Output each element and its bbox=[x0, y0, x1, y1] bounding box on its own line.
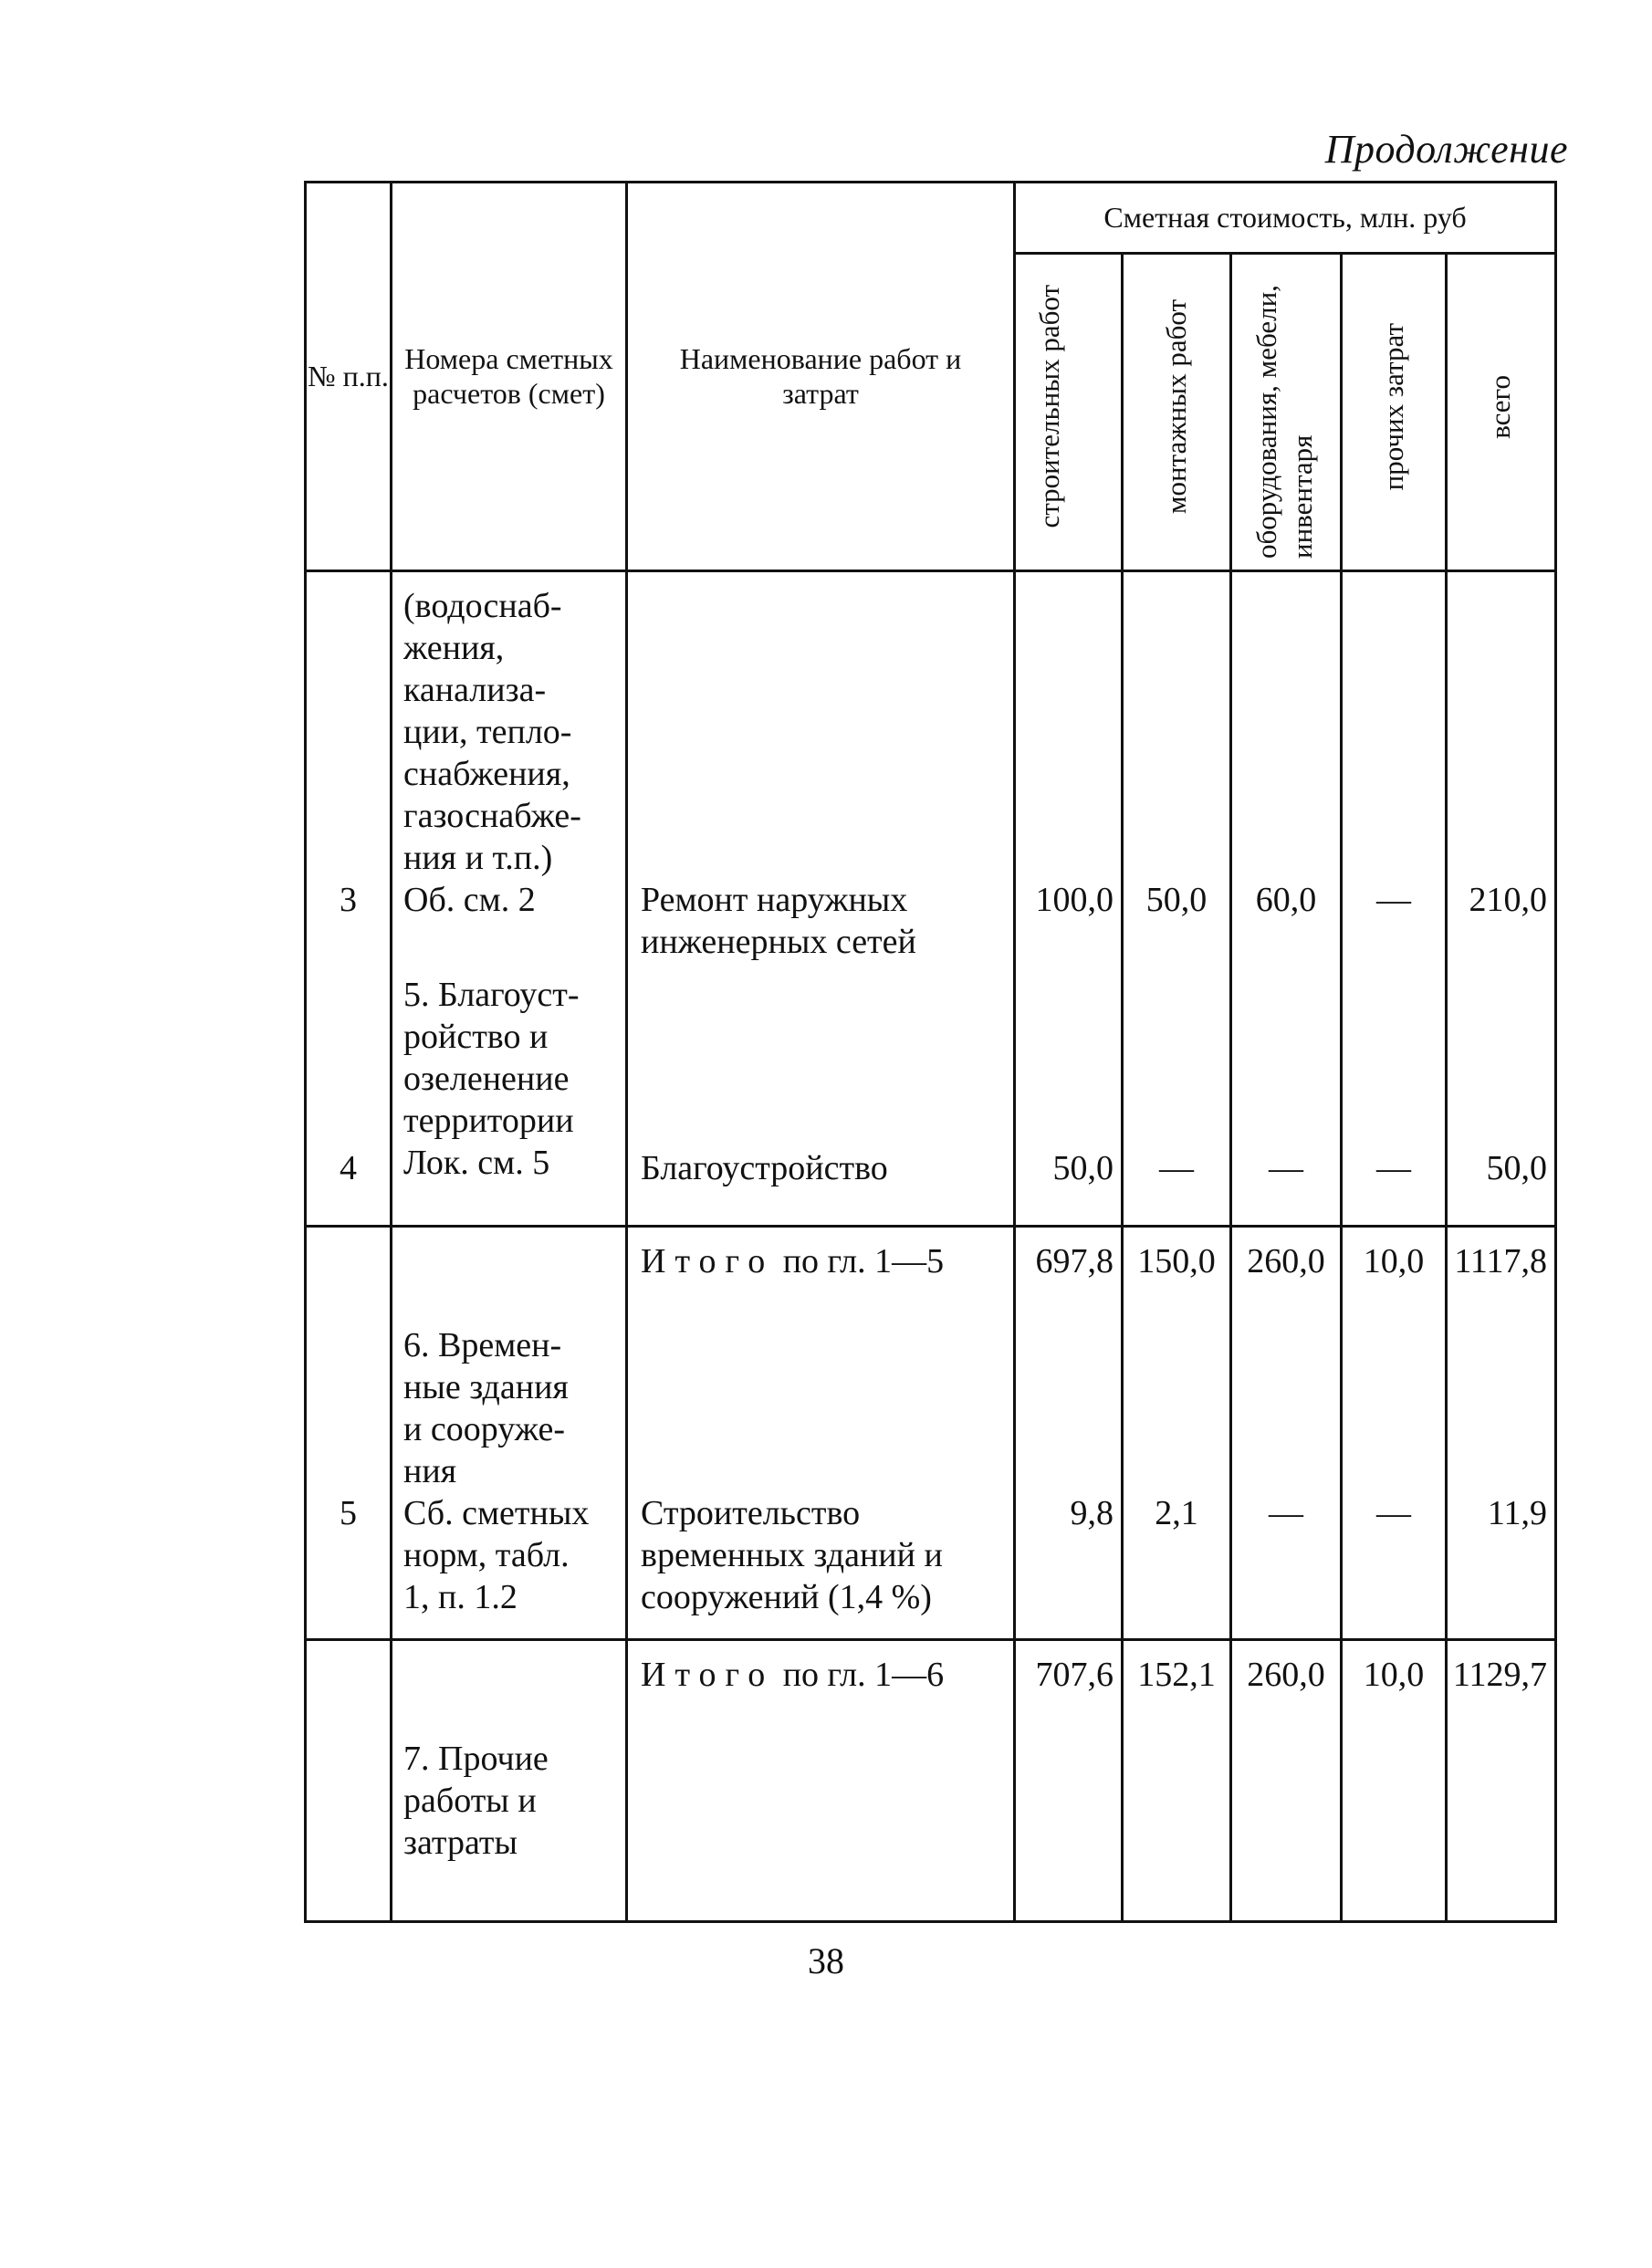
other-cell bbox=[1342, 1639, 1447, 1921]
equipment-cell bbox=[1231, 570, 1342, 1226]
value: 11,9 bbox=[1487, 1493, 1548, 1532]
row-no: 3 bbox=[340, 880, 357, 919]
value: 50,0 bbox=[1486, 1148, 1548, 1187]
subtotal-value: 10,0 bbox=[1363, 1655, 1425, 1694]
section-text: жения, bbox=[403, 628, 505, 667]
value: 100,0 bbox=[1035, 880, 1114, 919]
work-name: Благоустройство bbox=[641, 1148, 888, 1187]
header-equipment: оборудования, мебели, инвентаря bbox=[1231, 254, 1342, 571]
row-no: 5 bbox=[340, 1493, 357, 1532]
table-row bbox=[306, 1226, 1556, 1639]
subtotal-value: 697,8 bbox=[1035, 1241, 1114, 1280]
section-text: 5. Благоуст- bbox=[403, 975, 580, 1014]
section-text: канализа- bbox=[403, 670, 547, 709]
header-no: № п.п. bbox=[306, 183, 392, 571]
subtotal-value: 152,1 bbox=[1137, 1655, 1216, 1694]
value: 60,0 bbox=[1255, 880, 1317, 919]
value: 50,0 bbox=[1145, 880, 1208, 919]
header-estimate-numbers: Номера сметных расчетов (смет) bbox=[392, 183, 627, 571]
work-name: инженерных сетей bbox=[641, 922, 916, 961]
construction-cell bbox=[1015, 570, 1123, 1226]
other-cell bbox=[1342, 1226, 1447, 1639]
estimate-number: Сб. сметных bbox=[403, 1493, 590, 1532]
total-cell bbox=[1447, 1639, 1556, 1921]
section-text: снабжения, bbox=[403, 754, 570, 793]
subtotal-label: Итого по гл. 1—6 bbox=[641, 1655, 945, 1694]
section-text: работы и bbox=[403, 1781, 537, 1820]
section-text: территории bbox=[403, 1101, 574, 1140]
section-text: затраты bbox=[403, 1823, 518, 1862]
section-text: ные здания bbox=[403, 1367, 569, 1406]
estimate-cell bbox=[392, 1639, 627, 1921]
section-text: газоснабже- bbox=[403, 796, 581, 835]
work-name-cell bbox=[627, 1639, 1015, 1921]
value: 210,0 bbox=[1469, 880, 1548, 919]
subtotal-label: Итого по гл. 1—5 bbox=[641, 1241, 945, 1280]
subtotal-value: 260,0 bbox=[1247, 1655, 1325, 1694]
estimate-number: Лок. см. 5 bbox=[403, 1143, 550, 1182]
other-cell bbox=[1342, 570, 1447, 1226]
estimate-cell bbox=[392, 1226, 627, 1639]
subtotal-value: 260,0 bbox=[1247, 1241, 1325, 1280]
estimate-number: 1, п. 1.2 bbox=[403, 1577, 518, 1616]
row-no-cell bbox=[306, 1639, 392, 1921]
section-text: ния bbox=[403, 1451, 457, 1490]
value: 9,8 bbox=[1070, 1493, 1114, 1532]
section-text: ния и т.п.) bbox=[403, 838, 553, 877]
row-no: 4 bbox=[340, 1148, 357, 1187]
subtotal-value: 1117,8 bbox=[1454, 1241, 1548, 1280]
value: — bbox=[1269, 1493, 1303, 1532]
subtotal-value: 707,6 bbox=[1035, 1655, 1114, 1694]
installation-cell bbox=[1123, 1226, 1231, 1639]
value: — bbox=[1376, 1148, 1411, 1187]
header-total: всего bbox=[1447, 254, 1556, 571]
subtotal-value: 150,0 bbox=[1137, 1241, 1216, 1280]
table-row bbox=[306, 1639, 1556, 1921]
estimate-number: Об. см. 2 bbox=[403, 880, 536, 919]
section-text: 7. Прочие bbox=[403, 1739, 549, 1778]
work-name: Ремонт наружных bbox=[641, 880, 908, 919]
section-text: и сооруже- bbox=[403, 1409, 565, 1448]
section-text: ции, тепло- bbox=[403, 712, 572, 751]
estimate-table bbox=[304, 181, 1557, 1923]
equipment-cell bbox=[1231, 1226, 1342, 1639]
section-text: ройство и bbox=[403, 1017, 549, 1056]
header-installation: монтажных работ bbox=[1123, 254, 1231, 571]
page-number: 38 bbox=[808, 1940, 844, 1981]
installation-cell bbox=[1123, 1639, 1231, 1921]
value: — bbox=[1376, 1493, 1411, 1532]
value: — bbox=[1269, 1148, 1303, 1187]
work-name-cell bbox=[627, 570, 1015, 1226]
estimate-number: норм, табл. bbox=[403, 1535, 570, 1574]
work-name: временных зданий и bbox=[641, 1535, 943, 1574]
section-text: озеленение bbox=[403, 1059, 570, 1098]
continuation-label: Продолжение bbox=[1324, 127, 1568, 172]
value: — bbox=[1159, 1148, 1194, 1187]
subtotal-value: 10,0 bbox=[1363, 1241, 1425, 1280]
row-no-cell bbox=[306, 1226, 392, 1639]
installation-cell bbox=[1123, 570, 1231, 1226]
table-row bbox=[306, 570, 1556, 1226]
header-construction: строительных работ bbox=[1015, 254, 1123, 571]
value: — bbox=[1376, 880, 1411, 919]
estimate-cell bbox=[392, 570, 627, 1226]
value: 2,1 bbox=[1155, 1493, 1198, 1532]
subtotal-value: 1129,7 bbox=[1452, 1655, 1548, 1694]
work-name: Строительство bbox=[641, 1493, 861, 1532]
row-no-cell bbox=[306, 570, 392, 1226]
value: 50,0 bbox=[1052, 1148, 1114, 1187]
total-cell bbox=[1447, 1226, 1556, 1639]
header-work-name: Наименование работ и затрат bbox=[627, 183, 1015, 571]
section-text: 6. Времен- bbox=[403, 1325, 562, 1364]
header-other: прочих затрат bbox=[1342, 254, 1447, 571]
section-text: (водоснаб- bbox=[403, 586, 562, 625]
construction-cell bbox=[1015, 1226, 1123, 1639]
construction-cell bbox=[1015, 1639, 1123, 1921]
header-cost-group: Сметная стоимость, млн. руб bbox=[1015, 183, 1556, 254]
work-name: сооружений (1,4 %) bbox=[641, 1577, 932, 1616]
equipment-cell bbox=[1231, 1639, 1342, 1921]
work-name-cell bbox=[627, 1226, 1015, 1639]
total-cell bbox=[1447, 570, 1556, 1226]
